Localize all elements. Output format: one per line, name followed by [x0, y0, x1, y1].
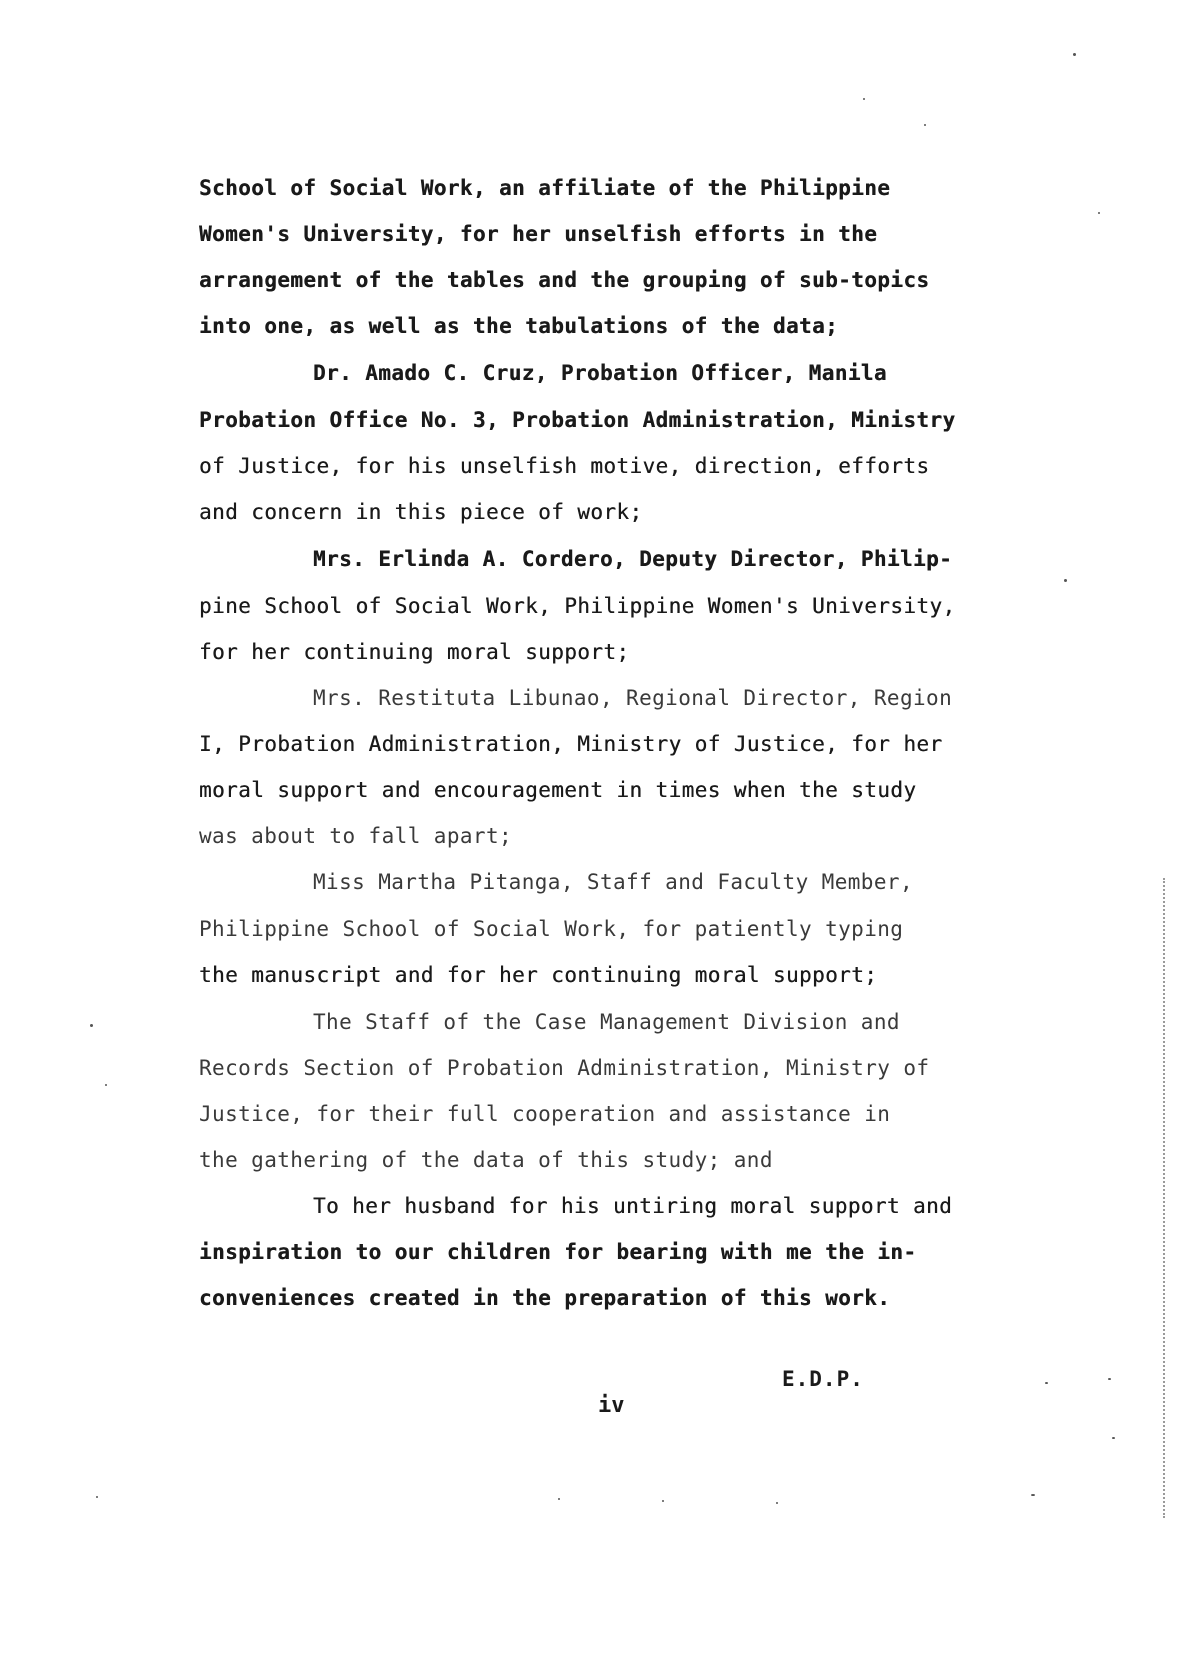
- scan-speck: [90, 1024, 93, 1027]
- text-line: and concern in this piece of work;: [199, 500, 643, 524]
- scan-speck: [1098, 212, 1100, 214]
- scan-speck: [776, 1502, 778, 1504]
- paragraph-start-line: To her husband for his untiring moral support and: [313, 1194, 953, 1218]
- scan-edge-marks: [1163, 878, 1167, 1518]
- text-line: Records Section of Probation Administration, Ministry of: [199, 1056, 930, 1080]
- text-line: Justice, for their full cooperation and assistance in: [199, 1102, 891, 1126]
- scan-speck: [1045, 1382, 1048, 1384]
- page-number: iv: [598, 1393, 625, 1418]
- text-line: the manuscript and for her continuing moral support;: [199, 963, 878, 987]
- text-line: conveniences created in the preparation of this work.: [199, 1286, 891, 1310]
- scan-speck: [662, 1500, 664, 1502]
- paragraph-start-line: Dr. Amado C. Cruz, Probation Officer, Manila: [313, 361, 887, 385]
- text-line: Women's University, for her unselfish efforts in the: [199, 222, 878, 246]
- scan-speck: [924, 124, 926, 126]
- paragraph-start-line: Mrs. Restituta Libunao, Regional Director, Region: [313, 686, 953, 710]
- scan-speck: [1108, 1378, 1111, 1380]
- signature-initials: E.D.P.: [782, 1367, 864, 1391]
- paragraph-start-line: Miss Martha Pitanga, Staff and Faculty Member,: [313, 870, 913, 894]
- paragraph-start-line: Mrs. Erlinda A. Cordero, Deputy Director, Philip-: [313, 547, 953, 571]
- scan-speck: [1112, 1437, 1115, 1439]
- text-line: School of Social Work, an affiliate of the Philippine: [199, 176, 891, 200]
- text-line: Probation Office No. 3, Probation Administration, Ministry: [199, 408, 956, 432]
- paragraph-start-line: The Staff of the Case Management Division and: [313, 1010, 900, 1034]
- scan-speck: [863, 98, 865, 100]
- text-line: was about to fall apart;: [199, 824, 513, 848]
- text-line: the gathering of the data of this study; and: [199, 1148, 773, 1172]
- text-line: I, Probation Administration, Ministry of Justice, for her: [199, 732, 943, 756]
- text-line: moral support and encouragement in times when the study: [199, 778, 917, 802]
- scan-speck: [1073, 53, 1076, 56]
- scan-speck: [1064, 579, 1067, 582]
- text-line: into one, as well as the tabulations of the data;: [199, 314, 839, 338]
- scan-speck: [558, 1498, 560, 1500]
- text-line: Philippine School of Social Work, for patiently typing: [199, 917, 904, 941]
- scan-speck: [96, 1496, 98, 1498]
- scan-speck: [105, 1084, 107, 1086]
- text-line: of Justice, for his unselfish motive, direction, efforts: [199, 454, 930, 478]
- text-line: pine School of Social Work, Philippine Women's University,: [199, 594, 956, 618]
- text-line: arrangement of the tables and the grouping of sub-topics: [199, 268, 930, 292]
- text-line: for her continuing moral support;: [199, 640, 630, 664]
- scan-speck: [1031, 1494, 1035, 1496]
- text-line: inspiration to our children for bearing with me the in-: [199, 1240, 917, 1264]
